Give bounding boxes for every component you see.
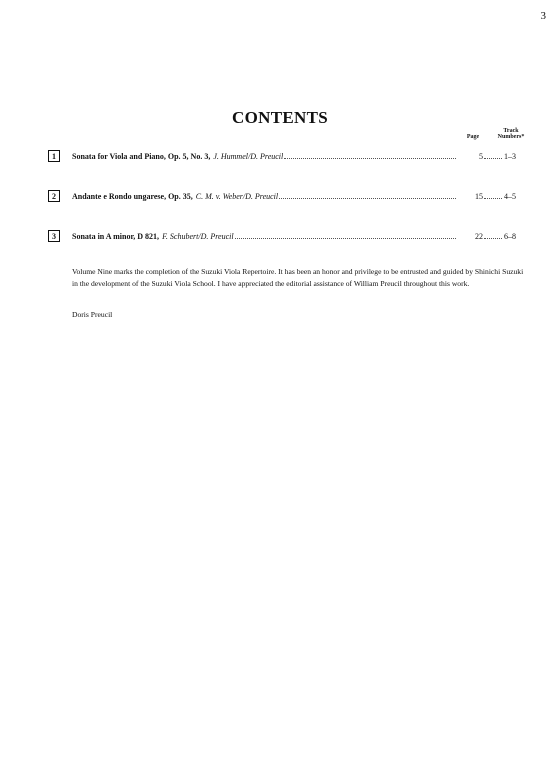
entry-tracks: 1–3 bbox=[504, 151, 516, 161]
entry-page: 5 bbox=[479, 151, 483, 161]
entry-number-box: 2 bbox=[48, 190, 60, 202]
column-header-track-line1: Track bbox=[503, 128, 519, 134]
signature: Doris Preucil bbox=[72, 310, 113, 319]
entry-tracks: 6–8 bbox=[504, 231, 516, 241]
dot-leader bbox=[284, 158, 456, 159]
contents-entry-2[interactable] bbox=[48, 189, 528, 203]
preface-note: Volume Nine marks the completion of the Suzuki Viola Repertoire. It has been an honor and privilege to be entrusted and guided by Shinichi Suzuki in the development of the Suzuki Viola School. I have appreciated the editorial assistance of William Preucil throughout this work. bbox=[72, 267, 524, 288]
entry-composer: C. M. v. Weber/D. Preucil bbox=[195, 191, 279, 201]
entry-page: 15 bbox=[475, 191, 483, 201]
dot-leader bbox=[279, 198, 456, 199]
dot-leader bbox=[235, 238, 456, 239]
column-header-track-line2: Numbers* bbox=[497, 134, 525, 140]
page-title: CONTENTS bbox=[232, 108, 328, 127]
entry-title: Andante e Rondo ungarese, Op. 35, bbox=[72, 191, 193, 201]
dot-leader-short bbox=[484, 158, 502, 159]
entry-composer: F. Schubert/D. Preucil bbox=[162, 231, 234, 241]
contents-entry-3[interactable] bbox=[48, 229, 528, 243]
entry-number-box: 3 bbox=[48, 230, 60, 242]
column-header-page: Page bbox=[466, 134, 480, 140]
entry-title: Sonata for Viola and Piano, Op. 5, No. 3, bbox=[72, 151, 211, 161]
entry-composer: J. Hummel/D. Preucil bbox=[213, 151, 284, 161]
entry-number-box: 1 bbox=[48, 150, 60, 162]
column-header-track-numbers bbox=[494, 128, 528, 140]
dot-leader-short bbox=[484, 198, 502, 199]
dot-leader-short bbox=[484, 238, 502, 239]
page-number: 3 bbox=[540, 10, 546, 22]
contents-entry-1[interactable] bbox=[48, 149, 528, 163]
entry-tracks: 4–5 bbox=[504, 191, 516, 201]
entry-title: Sonata in A minor, D 821, bbox=[72, 231, 160, 241]
entry-page: 22 bbox=[475, 231, 483, 241]
